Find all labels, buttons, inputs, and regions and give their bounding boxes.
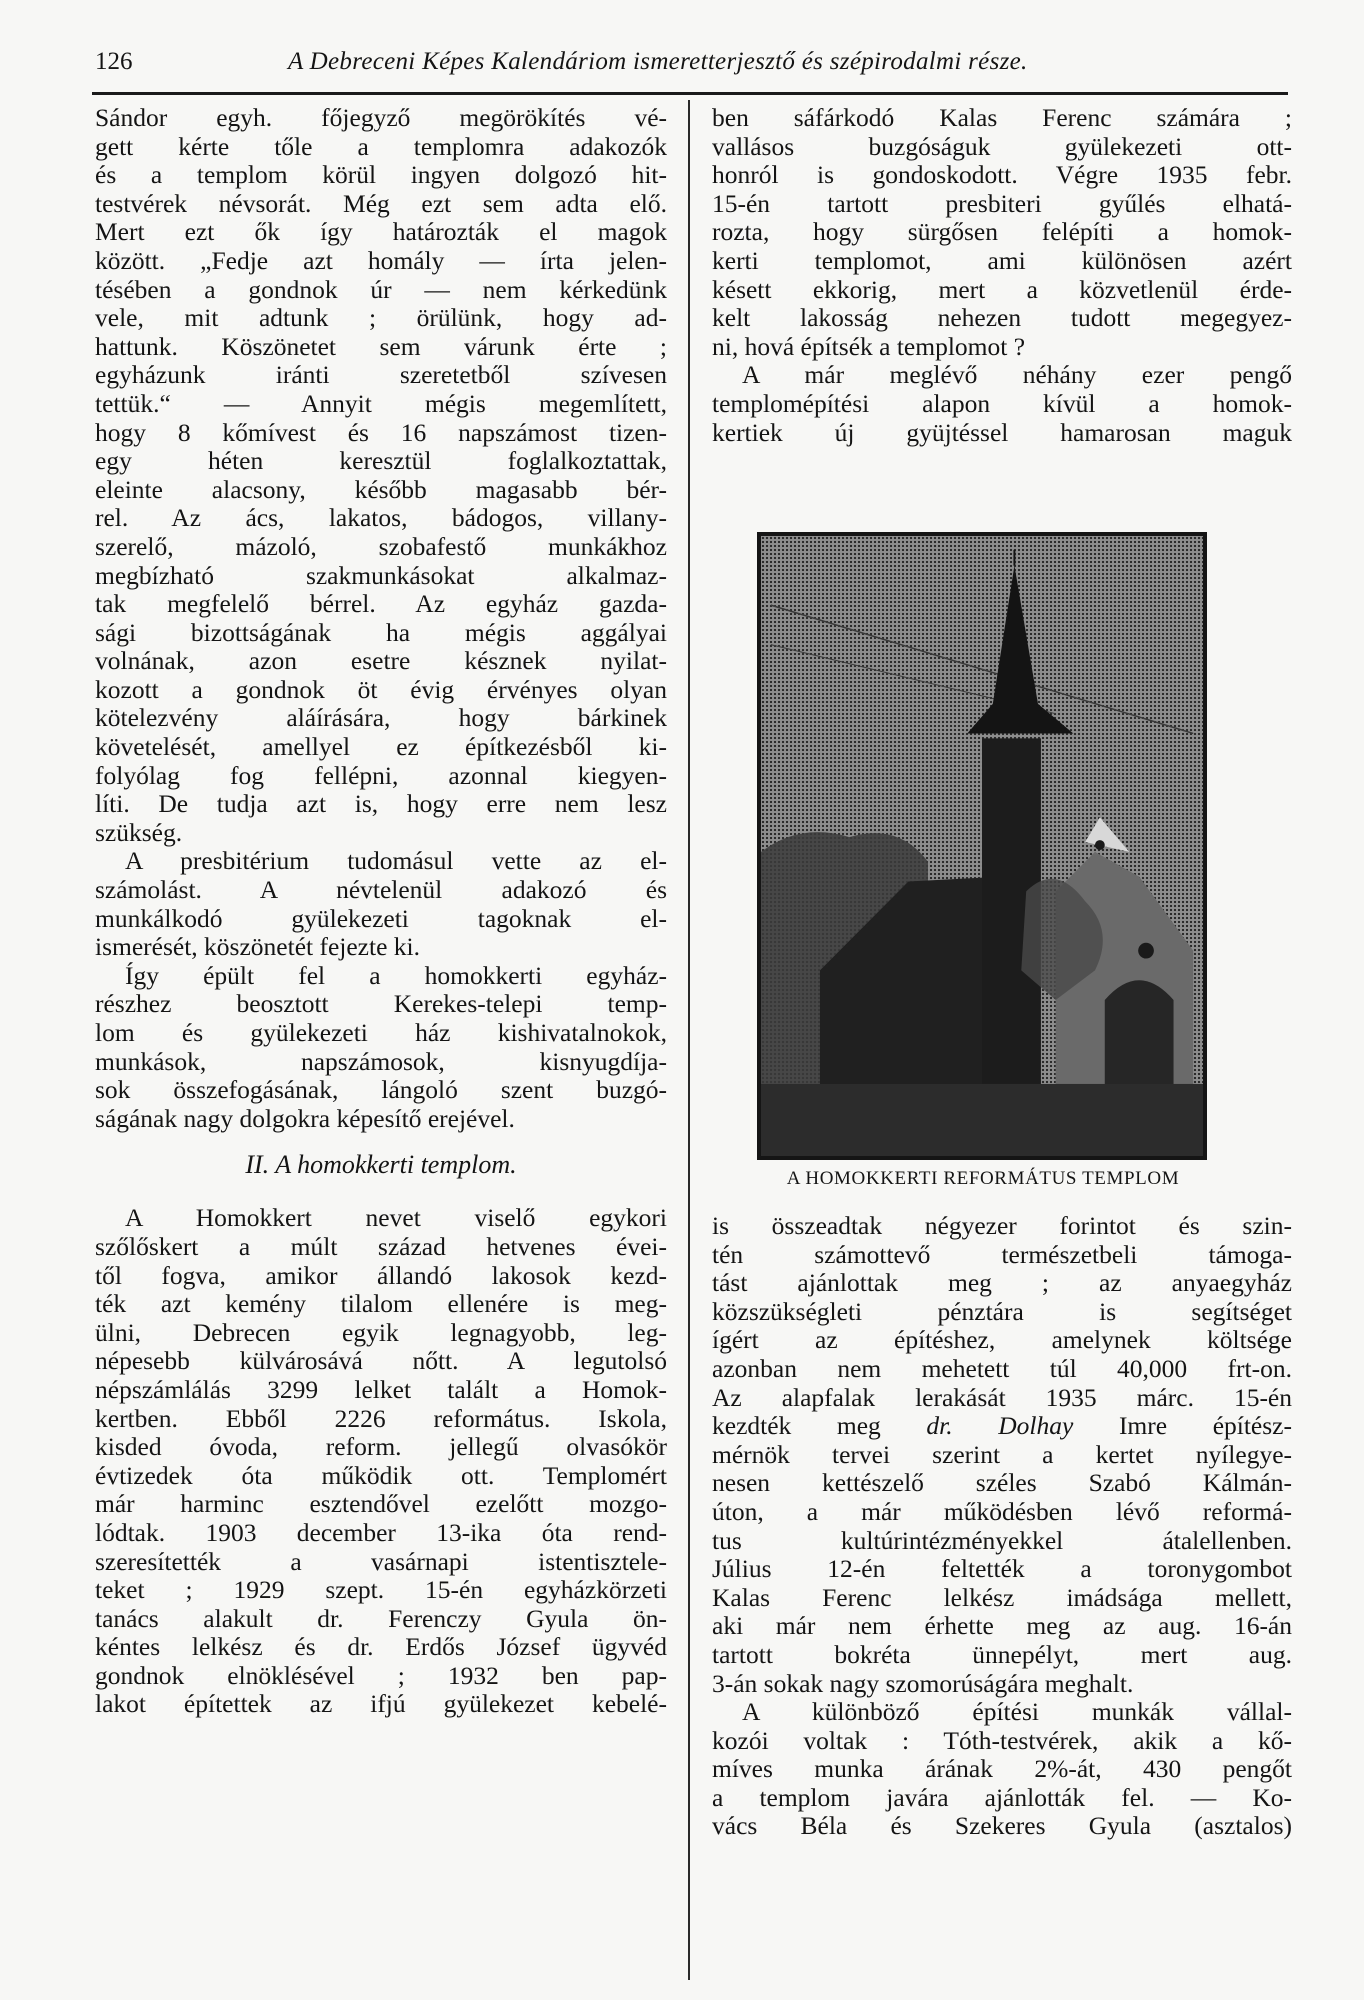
text-line: kerti templomot, ami különösen azért [712, 245, 1292, 275]
text-line: kötelezvény aláírására, hogy bárkinek [95, 703, 667, 733]
text-line: folyólag fog fellépni, azonnal kiegyen- [95, 760, 667, 790]
text-line: vallásos buzgóságuk gyülekezeti ott- [712, 131, 1292, 161]
paragraph [95, 847, 667, 961]
text-line: egyházunk iránti szeretetből szívesen [95, 360, 667, 390]
paragraph [95, 962, 667, 1134]
section-heading: II. A homokkerti templom. [245, 1150, 517, 1180]
text-line: Sándor egyh. főjegyző megörökítés vé- [95, 103, 667, 132]
text-line: 3-án sokak nagy szomorúságára meghalt. [712, 1668, 1134, 1698]
text-line: kozói voltak : Tóth-testvérek, akik a kő- [712, 1725, 1292, 1755]
text-line: lódtak. 1903 december 13-ika óta rend- [95, 1517, 667, 1547]
text-line: 15-én tartott presbiteri gyűlés elhatá- [712, 188, 1292, 218]
text-line: tettük.“ — Annyit mégis megemlített, [95, 388, 667, 418]
text-line: hogy 8 kőmívest és 16 napszámost tizen- [95, 417, 667, 447]
round-window [1095, 840, 1105, 850]
text-line: Július 12-én feltették a toronygombot [712, 1554, 1292, 1584]
text-line: lom és gyülekezeti ház kishivatalnokok, [95, 1018, 667, 1047]
paragraph [95, 1204, 667, 1719]
text-line: A különböző építési munkák vállal- [742, 1697, 1292, 1727]
text-line: templomépítési alapon kívül a homok- [712, 388, 1292, 418]
text-line: rel. Az ács, lakatos, bádogos, villany- [95, 503, 667, 533]
text-line: is összeadtak négyezer forintot és szin- [712, 1211, 1292, 1240]
text-line: szeresítették a vasárnapi istentisztele- [95, 1546, 667, 1576]
text-line: között. „Fedje azt homály — írta jelen- [95, 245, 667, 275]
text-line: ben sáfárkodó Kalas Ferenc számára ; [712, 103, 1292, 132]
text-line: szükség. [95, 817, 183, 847]
text-line: mérnök tervei szerint a kertet nyílegye- [712, 1439, 1292, 1469]
text-line: közszükségleti pénztára is segítséget [712, 1296, 1292, 1326]
wire-line [771, 605, 1193, 733]
text-line: vács Béla és Szekeres Gyula (asztalos) [712, 1811, 1292, 1841]
text-line: aki már nem érhette meg az aug. 16-án [712, 1611, 1292, 1641]
text-line: kéntes lelkész és dr. Erdős József ügyvéd [95, 1632, 667, 1662]
text-line: míves munka árának 2%-át, 430 pengőt [712, 1754, 1292, 1784]
text-line: népszámlálás 3299 lelket talált a Homok- [95, 1374, 667, 1404]
figure-caption: A HOMOKKERTI REFORMÁTUS TEMPLOM [786, 1168, 1180, 1189]
text-line: sági bizottságának ha mégis aggályai [95, 617, 667, 647]
small-gable [1085, 817, 1129, 852]
text-line: nesen kettészelő széles Szabó Kálmán- [712, 1468, 1292, 1498]
text-line: volnának, azon esetre késznek nyilat- [95, 646, 667, 676]
text-line: úton, a már működésben lévő reformá- [712, 1496, 1292, 1526]
paragraph [712, 1698, 1292, 1841]
text-line: tartott bokréta ünnepélyt, mert aug. [712, 1639, 1292, 1669]
text-line: egy héten keresztül foglalkoztattak, [95, 446, 667, 476]
paragraph [712, 1212, 1292, 1698]
arched-entrance [1105, 980, 1174, 1089]
text-line: szerelő, mázoló, szobafestő munkákhoz [95, 531, 667, 561]
text-line: rozta, hogy sürgősen felépíti a homok- [712, 217, 1292, 247]
right-column-continued [712, 1212, 1292, 1841]
text-line: kisded óvoda, reform. jellegű olvasókör [95, 1432, 667, 1462]
text-line: évtizedek óta működik ott. Templomért [95, 1460, 667, 1490]
page-header [92, 44, 1290, 84]
text-line: munkálkodó gyülekezeti tagoknak el- [95, 903, 667, 933]
running-title: A Debreceni Képes Kalendáriom ismeretterjesztő és szépirodalmi része. [288, 48, 1028, 75]
text-line: ígért az építéshez, amelynek költsége [712, 1325, 1292, 1355]
text-line: eleinte alacsony, később magasabb bér- [95, 474, 667, 504]
left-column [95, 104, 667, 1719]
text-line: testvérek névsorát. Még ezt sem adta elő. [95, 188, 667, 218]
text-line: Így épült fel a homokkerti egyház- [125, 960, 667, 990]
text-line: A már meglévő néhány ezer pengő [742, 360, 1292, 390]
text-line: ték azt kemény tilalom ellenére is meg- [95, 1289, 667, 1319]
text-line: és a templom körül ingyen dolgozó hit- [95, 160, 667, 190]
text-line: líti. De tudja azt is, hogy erre nem lesz [95, 789, 667, 819]
text-line: tanács alakult dr. Ferenczy Gyula ön- [95, 1603, 667, 1633]
right-column [712, 104, 1292, 447]
text-line: hattunk. Köszönetet sem várunk érte ; [95, 331, 667, 361]
page-number: 126 [95, 48, 133, 75]
text-line: sok összefogásának, lángoló szent buzgó- [95, 1075, 667, 1105]
paragraph [712, 361, 1292, 447]
text-line: től fogva, amikor állandó lakosok kezd- [95, 1260, 667, 1290]
text-line: gondnok elnöklésével ; 1932 ben pap- [95, 1660, 667, 1690]
text-line: ülni, Debrecen egyik legnagyobb, leg- [95, 1317, 667, 1347]
text-line: tus kultúrintézményekkel átalellenben. [712, 1525, 1292, 1555]
text-line: teket ; 1929 szept. 15-én egyházkörzeti [95, 1575, 667, 1605]
column-divider [688, 100, 690, 1980]
text-line: Az alapfalak lerakását 1935 márc. 15-én [712, 1382, 1292, 1412]
spacer [95, 1190, 667, 1204]
text-line: tást ajánlottak meg ; az anyaegyház [712, 1268, 1292, 1298]
header-rule [92, 92, 1288, 95]
text-line: követelését, amellyel ez építkezésből ki- [95, 732, 667, 762]
text-line: Mert ezt ők így határozták el magok [95, 217, 667, 247]
text-line: A Homokkert nevet viselő egykori [125, 1203, 667, 1233]
text-line: számolást. A névtelenül adakozó és [95, 875, 667, 905]
text-line: ni, hová építsék a templomot ? [712, 331, 1026, 361]
text-line: megbízható szakmunkásokat alkalmaz- [95, 560, 667, 590]
text-line: Kalas Ferenc lelkész imádsága mellett, [712, 1582, 1292, 1612]
ground [761, 1084, 1203, 1156]
text-line: munkások, napszámosok, kisnyugdíja- [95, 1046, 667, 1076]
text-line: A presbitérium tudomásul vette az el- [125, 846, 667, 876]
text-line: késett ekkorig, mert a közvetlenül érde- [712, 274, 1292, 304]
text-line: ságának nagy dolgokra képesítő erejével. [95, 1103, 515, 1133]
text-line: a templom javára ajánlották fel. — Ko- [712, 1782, 1292, 1812]
church-illustration [761, 536, 1203, 1156]
text-line: népesebb külvárosává nőtt. A legutolsó [95, 1346, 667, 1376]
text-line: kelt lakosság nehezen tudott megegyez- [712, 303, 1292, 333]
text-line: azonban nem mehetett túl 40,000 frt-on. [712, 1353, 1292, 1383]
text-line: honról is gondoskodott. Végre 1935 febr. [712, 160, 1292, 190]
text-line: szőlőskert a múlt század hetvenes évei- [95, 1231, 667, 1261]
paragraph [95, 104, 667, 847]
text-line: lakot építettek az ifjú gyülekezet kebelé- [95, 1689, 667, 1719]
paragraph [712, 104, 1292, 361]
text-line: gett kérte tőle a templomra adakozók [95, 131, 667, 161]
text-line: kozott a gondnok öt évig érvényes olyan [95, 674, 667, 704]
rose-window [1138, 943, 1154, 959]
text-line: kertiek új gyüjtéssel hamarosan maguk [712, 417, 1292, 447]
text-line: kezdték meg dr. Dolhay Imre építész- [712, 1411, 1292, 1441]
church-spire [967, 566, 1073, 734]
text-line: kertben. Ebből 2226 református. Iskola, [95, 1403, 667, 1433]
text-line: vele, mit adtunk ; örülünk, hogy ad- [95, 303, 667, 333]
text-line: tésében a gondnok úr — nem kérkedünk [95, 274, 667, 304]
text-line: már harminc esztendővel ezelőtt mozgo- [95, 1489, 667, 1519]
text-line: tak megfelelő bérrel. Az egyház gazda- [95, 589, 667, 619]
text-line: tén számottevő természetbeli támoga- [712, 1239, 1292, 1269]
text-line: részhez beosztott Kerekes-telepi temp- [95, 989, 667, 1019]
church-photo [757, 532, 1207, 1160]
text-line: ismerését, köszönetét fejezte ki. [95, 932, 420, 962]
